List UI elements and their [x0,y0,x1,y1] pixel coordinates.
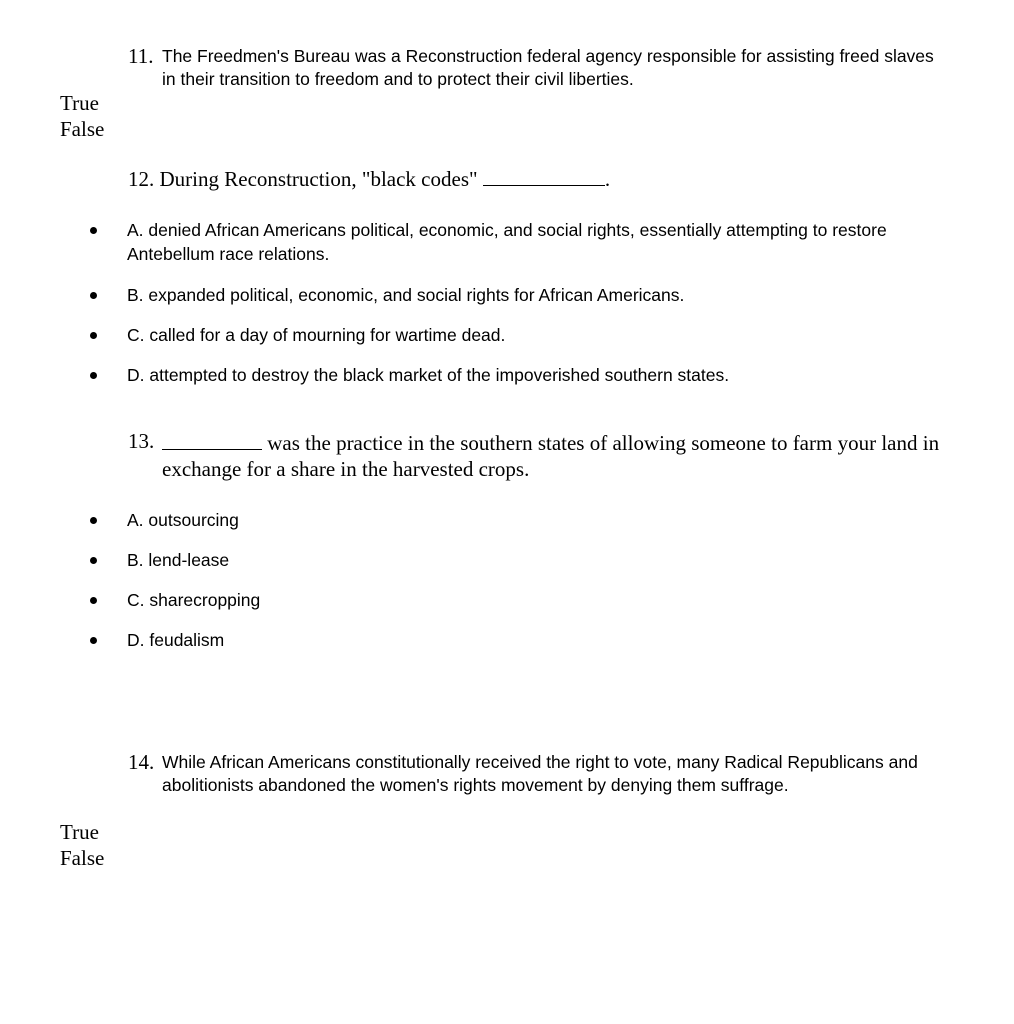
bullet-icon [90,227,97,234]
option-label: B. expanded political, economic, and social rights for African Americans. [127,285,685,305]
answer-true-11[interactable]: True [60,91,99,115]
option-label: A. denied African Americans political, economic, and social rights, essentially attempting to restore Antebellum race relations. [127,220,887,264]
option-13-b[interactable] [90,548,950,572]
question-12-punct: . [604,167,611,191]
question-11-text: The Freedmen's Bureau was a Reconstruction federal agency responsible for assisting freed slaves in their transition to freedom and to protect their civil liberties. [162,46,934,89]
option-label: B. lend-lease [127,550,230,570]
bullet-icon [90,637,97,644]
answer-false-11[interactable]: False [60,117,105,141]
option-label: D. attempted to destroy the black market of the impoverished southern states. [127,365,730,385]
question-14-text: While African Americans constitutionally received the right to vote, many Radical Republicans and abolitionists abandoned the women's rights movement by denying them suffrage. [162,752,918,795]
bullet-icon [90,372,97,379]
option-12-d[interactable] [90,363,950,387]
answer-false-14[interactable]: False [60,846,105,870]
bullet-icon [90,517,97,524]
question-14-number: 14. [128,750,155,774]
bullet-icon [90,332,97,339]
option-label: D. feudalism [127,630,225,650]
option-13-c[interactable] [90,588,950,612]
option-label: C. sharecropping [127,590,261,610]
option-12-a[interactable] [90,218,950,266]
question-12-stem [128,166,948,192]
question-12-text: During Reconstruction, "black codes" [159,167,478,191]
option-13-d[interactable] [90,628,950,652]
option-label: A. outsourcing [127,510,239,530]
option-label: C. called for a day of mourning for wartime dead. [127,325,506,345]
question-12-number: 12. [128,167,155,191]
bullet-icon [90,557,97,564]
bullet-icon [90,597,97,604]
answer-true-14[interactable]: True [60,820,99,844]
answer-blank [162,431,262,450]
question-13-text [162,430,952,482]
question-11-number: 11. [128,44,154,68]
question-13-stem: was the practice in the southern states of allowing someone to farm your land in exchange for a share in the harvested crops. [162,431,940,481]
answer-blank [483,167,605,186]
option-12-c[interactable] [90,323,950,347]
question-13-number: 13. [128,429,155,453]
option-13-a[interactable] [90,508,950,532]
option-12-b[interactable] [90,283,950,307]
bullet-icon [90,292,97,299]
